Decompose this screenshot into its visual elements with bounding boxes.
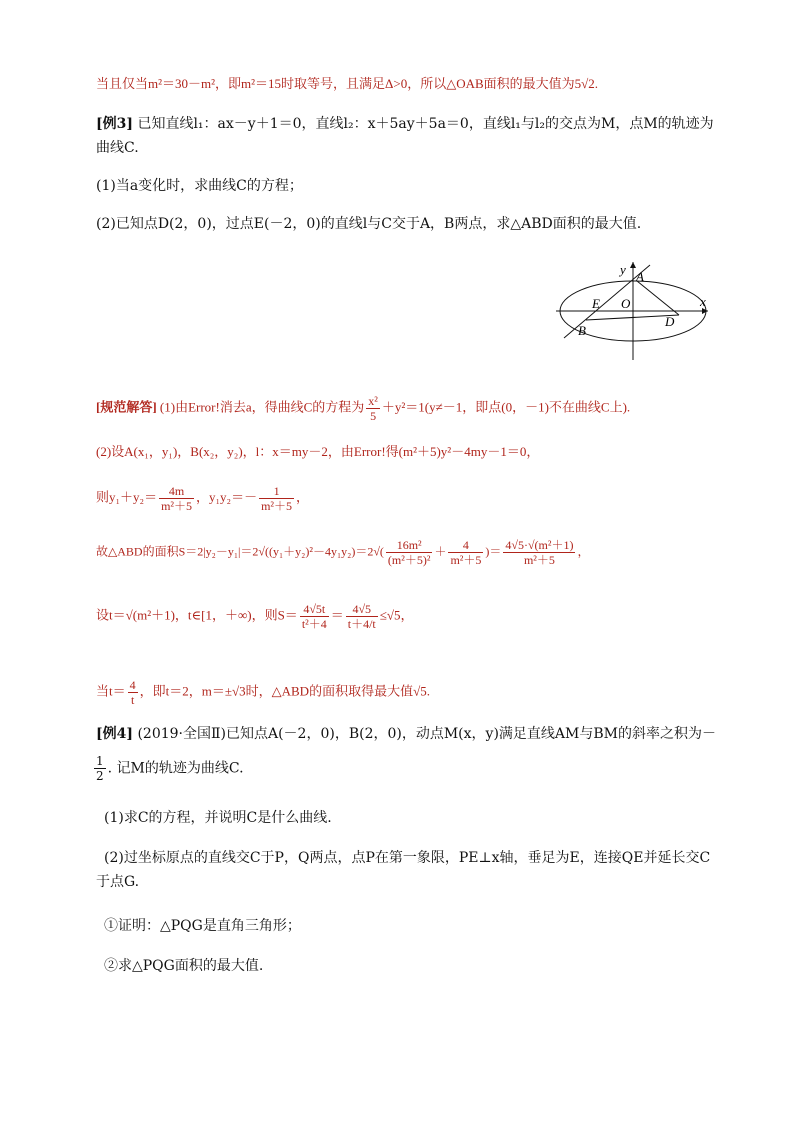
text: 设t＝√(m²＋1)，t∈[1，＋∞)，则S＝ — [96, 607, 298, 623]
y-axis-arrow — [630, 262, 636, 268]
fraction — [366, 394, 380, 423]
fraction-denominator: t²＋4 — [301, 617, 327, 631]
fraction — [259, 484, 294, 513]
fraction — [448, 538, 483, 567]
label-O: O — [621, 296, 631, 311]
solution-line-5 — [96, 602, 414, 631]
solution-line-3 — [96, 484, 309, 513]
ellipse-figure — [552, 258, 714, 362]
previous-conclusion: 当且仅当m²＝30－m²，即m²＝15时取等号，且满足Δ>0，所以△OAB面积的最大值为5√2. — [96, 76, 599, 91]
example-4-question-2-line-2: 于点G. — [96, 874, 140, 890]
solution-line-1-text: (1)由Error!消去a，得曲线C的方程为 — [159, 399, 365, 415]
solution-line-1-tail: ＋y²＝1(y≠－1，即点(0，－1)不在曲线C上). — [381, 399, 631, 415]
example-3-text-1: 已知直线l₁：ax－y＋1＝0，直线l₂：x＋5ay＋5a＝0，直线l₁与l₂的交点为M，点M的轨迹为 — [137, 116, 714, 132]
text: ，即t＝2，m＝±√3时，△ABD的面积取得最大值√5. — [139, 683, 430, 699]
text: 当t＝ — [96, 683, 126, 699]
fraction-denominator: m²＋5 — [523, 553, 555, 567]
fraction — [503, 538, 575, 567]
example-4-text-1: (2019·全国Ⅱ)已知点A(－2，0)，B(2，0)，动点M(x，y)满足直线AM与BM的斜率之积为－ — [137, 726, 716, 742]
fraction-denominator: (m²＋5)² — [387, 553, 431, 567]
fraction — [300, 602, 329, 631]
solution-line-2: (2)设A(x₁，y₁)，B(x₂，y₂)，l：x＝my－2，由Error!得(m²＋5)y²－4my－1＝0， — [96, 444, 540, 459]
example-4-question-2-part-2: ②求△PQG面积的最大值. — [104, 958, 264, 974]
example-4-text-2 — [92, 754, 244, 783]
fraction-denominator: m²＋5 — [161, 499, 193, 513]
fraction — [346, 602, 378, 631]
text: ＝ — [330, 607, 344, 623]
label-D: D — [665, 314, 675, 329]
example-4-stem — [96, 724, 716, 744]
text: ， — [296, 489, 310, 505]
example-4-question-2-line-1: (2)过坐标原点的直线交C于P，Q两点，点P在第一象限，PE⊥x轴，垂足为E，连接QE并延长交C — [104, 850, 711, 866]
fraction-numerator: 4√5t — [300, 602, 329, 617]
text: ＋ — [434, 544, 447, 559]
text: . 记M的轨迹为曲线C. — [107, 760, 244, 777]
example-3-stem — [96, 114, 714, 134]
fraction-numerator: 1 — [259, 484, 294, 499]
label-E: E — [592, 296, 600, 311]
fraction-numerator: 4 — [129, 678, 136, 692]
fraction-numerator: 4√5 — [346, 602, 378, 617]
fraction — [159, 484, 194, 513]
text: )＝ — [485, 544, 502, 559]
text: 故△ABD的面积S＝2|y₂－y₁|＝2√((y₁＋y₂)²－4y₁y₂)＝2√( — [96, 544, 384, 559]
fraction-numerator: 4m — [159, 484, 194, 499]
label-y: y — [620, 262, 626, 277]
label-x: x — [700, 294, 706, 309]
solution-tag: [规范解答] — [96, 399, 157, 415]
example-4-question-1: (1)求C的方程，并说明C是什么曲线. — [104, 810, 332, 826]
example-4-question-2-part-1: ①证明：△PQG是直角三角形； — [104, 918, 301, 934]
example-3-tag: [例3] — [96, 116, 133, 132]
fraction — [386, 538, 433, 567]
fraction-denominator: t — [130, 693, 135, 707]
fraction-numerator: x² — [368, 394, 378, 408]
fraction-numerator: 4√5·√(m²＋1) — [505, 538, 574, 552]
text: ，y₁y₂＝－ — [196, 489, 258, 505]
fraction-numerator: 4 — [448, 538, 483, 553]
label-B: B — [578, 323, 586, 338]
fraction-denominator: m²＋5 — [450, 553, 482, 567]
solution-line-4 — [96, 538, 590, 567]
text: ≤√5， — [379, 607, 414, 623]
fraction — [94, 754, 106, 783]
fraction-numerator: 1 — [96, 754, 104, 768]
fraction-denominator: t＋4/t — [347, 617, 376, 631]
fraction — [128, 678, 138, 707]
solution-line-6 — [96, 678, 430, 707]
fraction-denominator: 5 — [370, 409, 377, 423]
example-3-question-1: (1)当a变化时，求曲线C的方程； — [96, 178, 303, 194]
label-A: A — [636, 269, 644, 284]
fraction-denominator: 2 — [96, 769, 104, 783]
fraction-denominator: m²＋5 — [261, 499, 293, 513]
text: 则y₁＋y₂＝ — [96, 489, 158, 505]
example-4-tag: [例4] — [96, 726, 133, 742]
fraction-numerator: 16m² — [386, 538, 433, 553]
text: ， — [577, 544, 590, 559]
example-3-question-2: (2)已知点D(2，0)，过点E(－2，0)的直线l与C交于A，B两点，求△ABD面积的最大值. — [96, 216, 642, 232]
example-3-text-2: 曲线C. — [96, 140, 139, 156]
solution-line-1 — [96, 394, 630, 423]
